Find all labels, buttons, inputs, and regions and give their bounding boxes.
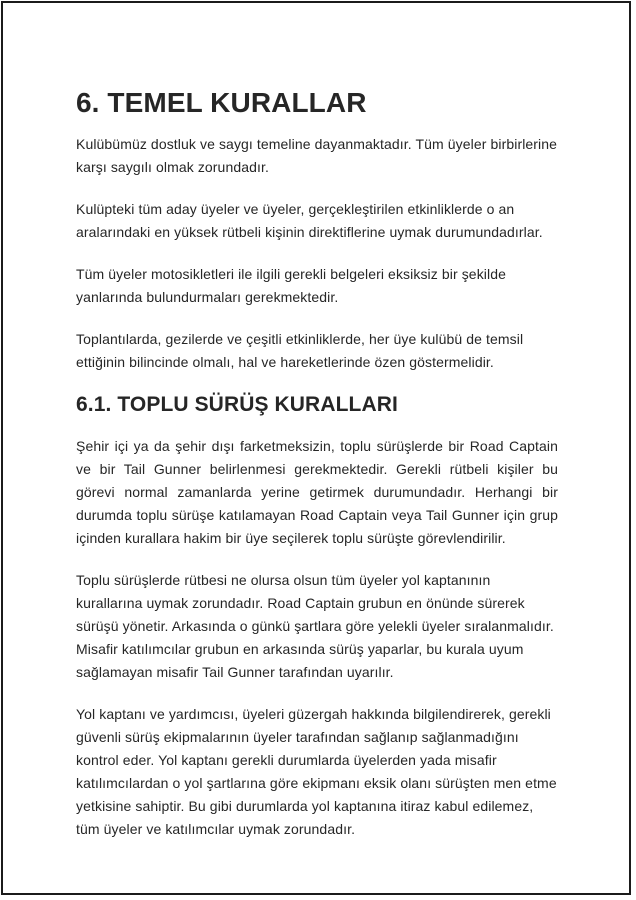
section-heading-toplu-surus-kurallari: 6.1. TOPLU SÜRÜŞ KURALLARI	[76, 393, 398, 416]
paragraph-group-riding-order: Toplu sürüşlerde rütbesi ne olursa olsun tüm üyeler yol kaptanının kurallarına uymak zorundadır. Road Captain grubun en önünde sürerek sürüşü yönetir. Arkasında o günkü şartlara göre yelekli üyeler sıralanmalıdır. Misafir katılımcılar grubun en arkasında sürüş yaparlar, bu kurala uyum sağlamayan misafir Tail Gunner tarafından uyarılır.	[76, 572, 554, 680]
paragraph-documents-rule: Tüm üyeler motosikletleri ile ilgili gerekli belgeleri eksiksiz bir şekilde yanlarında bulundurmaları gerekmektedir.	[76, 266, 506, 305]
paragraph-road-captain-authority: Yol kaptanı ve yardımcısı, üyeleri güzergah hakkında bilgilendirerek, gerekli güvenli sürüş ekipmalarının üyeler tarafından sağlanıp sağlanmadığını kontrol eder. Yol kaptanı gerekli durumlarda üyelerden yada misafir katılımcılardan o yol şartlarına göre ekipmanı eksik olanı sürüşten men etme yetkisine sahiptir. Bu gibi durumlarda yol kaptanına itiraz kabul edilemez, tüm üyeler ve katılımcılar uymak zorundadır.	[76, 706, 557, 837]
section-heading-temel-kurallar: 6. TEMEL KURALLAR	[76, 87, 367, 118]
paragraph-representation-rule: Toplantılarda, gezilerde ve çeşitli etkinliklerde, her üye kulübü de temsil ettiğinin bilincinde olmalı, hal ve hareketlerinde özen göstermelidir.	[76, 331, 524, 370]
paragraph-road-captain-assignment: Şehir içi ya da şehir dışı farketmeksizin, toplu sürüşlerde bir Road Captain ve bir Tail Gunner belirlenmesi gerekmektedir. Gerekli rütbeli kişiler bu görevi normal zamanlarda yerine getirmek durumundadır. Herhangi bir durumda toplu sürüşe katılamayan Road Captain veya Tail Gunner için grup içinden kurallara hakim bir üye seçilerek toplu sürüşte görevlendirilir.	[76, 438, 558, 546]
document-content	[76, 87, 558, 860]
document-page	[1, 1, 631, 895]
paragraph-respect-rule: Kulübümüz dostluk ve saygı temeline dayanmaktadır. Tüm üyeler birbirlerine karşı saygılı olmak zorundadır.	[76, 136, 558, 175]
paragraph-rank-directives-rule: Kulüpteki tüm aday üyeler ve üyeler, gerçekleştirilen etkinliklerde o an aralarındaki en yüksek rütbeli kişinin direktiflerine uymak durumundadırlar.	[76, 201, 543, 240]
